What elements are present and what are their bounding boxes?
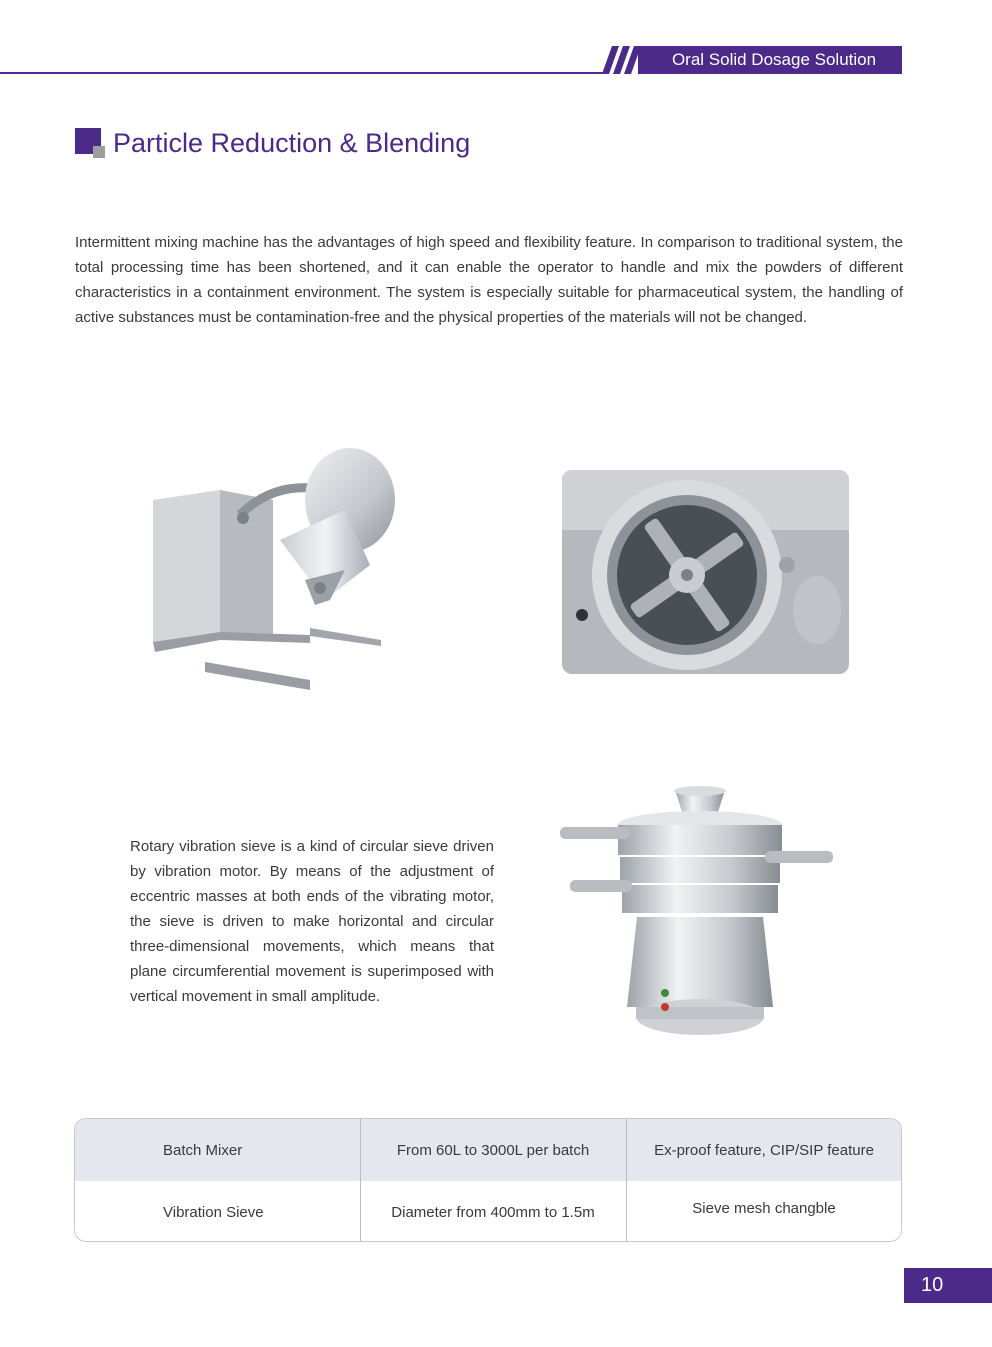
table-column-divider <box>626 1119 627 1242</box>
spec-table <box>74 1118 902 1242</box>
table-cell: From 60L to 3000L per batch <box>396 1141 590 1159</box>
batch-mixer-image <box>145 440 400 700</box>
page-number: 10 <box>904 1268 992 1303</box>
table-row <box>75 1119 901 1181</box>
table-column-divider <box>360 1119 361 1242</box>
table-cell: Diameter from 400mm to 1.5m <box>391 1203 595 1221</box>
page-title: Particle Reduction & Blending <box>113 128 471 158</box>
table-cell: Sieve mesh changble <box>692 1199 836 1217</box>
mill-machine-image <box>562 470 849 674</box>
table-cell: Batch Mixer <box>163 1141 243 1159</box>
table-cell: Vibration Sieve <box>163 1203 264 1221</box>
vibration-sieve-image <box>555 785 837 1047</box>
intro-paragraph: Intermittent mixing machine has the advantages of high speed and flexibility feature. In comparison to traditional system, the total processing time has been shortened, and it can enable the operator to handle and mix the powders of different characteristics in a containment environment. The system is especially suitable for pharmaceutical system, the handling of active substances must be contamination-free and the physical properties of the materials will not be changed. <box>75 234 903 326</box>
header-rule <box>0 72 608 74</box>
sieve-description: Rotary vibration sieve is a kind of circular sieve driven by vibration motor. By means of the adjustment of eccentric masses at both ends of the vibrating motor, the sieve is driven to make horizontal and circular three-dimensional movements, which means that plane circumferential movement is superimposed with vertical movement in small amplitude. <box>130 838 494 1005</box>
header-banner: Oral Solid Dosage Solution <box>638 46 902 74</box>
table-cell: Ex-proof feature, CIP/SIP feature <box>654 1141 874 1159</box>
table-row <box>75 1181 901 1242</box>
title-square-icon <box>75 128 107 158</box>
